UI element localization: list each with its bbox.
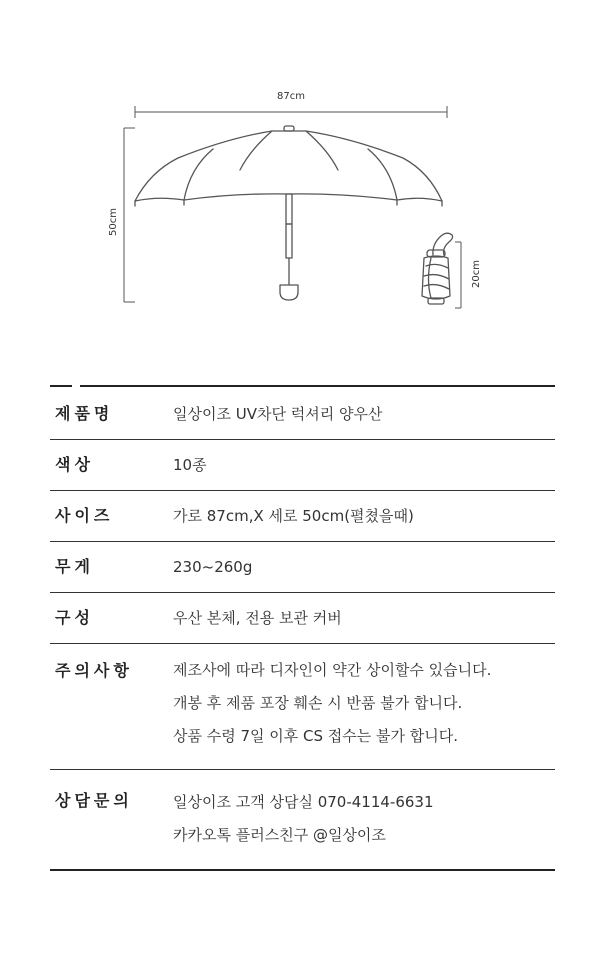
spec-value-line: 일상이조 UV차단 럭셔리 양우산 [173, 405, 383, 423]
spec-value-line: 일상이조 고객 상담실 070-4114-6631 [173, 793, 434, 811]
spec-row-color [50, 440, 555, 491]
open-umbrella-icon [135, 126, 442, 300]
spec-value-line: 10종 [173, 456, 207, 474]
spec-row-cautions [50, 644, 555, 770]
spec-table [50, 383, 555, 871]
spec-label: 구성 [55, 608, 94, 627]
spec-value-line: 개봉 후 제품 포장 훼손 시 반품 불가 합니다. [173, 694, 463, 712]
spec-row-size [50, 491, 555, 542]
spec-label: 색상 [55, 455, 94, 474]
spec-label: 무게 [55, 557, 94, 576]
folded-umbrella-icon [422, 233, 453, 304]
spec-value [173, 786, 555, 869]
spec-row-components [50, 593, 555, 644]
spec-value [173, 455, 555, 475]
spec-row-contact [50, 770, 555, 871]
spec-label: 제품명 [55, 404, 114, 423]
spec-value-line: 상품 수령 7일 이후 CS 접수는 불가 합니다. [173, 727, 459, 745]
spec-value-line: 가로 87cm,X 세로 50cm(펼쳤을때) [173, 507, 414, 525]
spec-value-line: 우산 본체, 전용 보관 커버 [173, 609, 342, 627]
width-dimension [135, 106, 447, 118]
spec-value [173, 506, 555, 526]
spec-value [173, 557, 555, 577]
width-label: 87cm [277, 91, 305, 102]
spec-row-product-name [50, 389, 555, 440]
spec-label: 사이즈 [55, 506, 114, 525]
spec-label: 상담문의 [55, 791, 133, 810]
height-label: 50cm [108, 208, 119, 236]
spec-row-weight [50, 542, 555, 593]
folded-height-label: 20cm [471, 260, 482, 288]
spec-value-line: 카카오톡 플러스친구 @일상이조 [173, 826, 386, 844]
spec-value [173, 608, 555, 628]
spec-value-line: 230~260g [173, 558, 253, 576]
spec-label: 주의사항 [55, 661, 133, 680]
spec-value [173, 654, 555, 769]
spec-table-top-border [50, 383, 555, 389]
folded-height-dimension [455, 242, 461, 308]
spec-value [173, 404, 555, 424]
height-dimension [124, 128, 135, 302]
umbrella-dimension-diagram [0, 0, 610, 330]
spec-value-line: 제조사에 따라 디자인이 약간 상이할수 있습니다. [173, 661, 492, 679]
